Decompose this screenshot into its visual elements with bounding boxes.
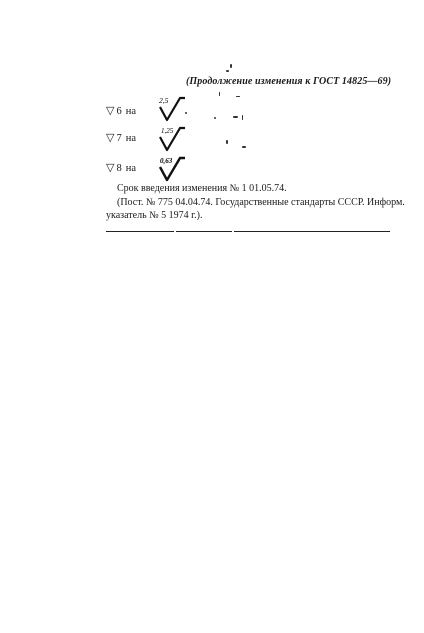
scan-speck [230,64,232,68]
roughness-value: 1,25 [161,127,174,135]
triangle-icon: ▽ [106,105,115,117]
roughness-row-7 [106,131,136,144]
roughness-row-8 [106,161,136,174]
row-number: 6 [116,106,122,117]
roughness-mark-1 [156,94,186,122]
roughness-value: 2,5 [159,96,169,105]
separator-rule [106,231,390,232]
scan-speck [226,140,228,144]
triangle-icon: ▽ [106,162,115,174]
roughness-value: 0,63 [160,157,173,165]
decree-text-line-2: указатель № 5 1974 г.). [106,210,203,221]
roughness-row-6 [106,104,136,117]
scan-speck [214,117,216,119]
scan-speck [242,115,243,120]
roughness-mark-2 [157,124,187,152]
row-number: 7 [116,133,122,144]
roughness-mark-3 [157,154,187,182]
scan-speck [185,112,187,114]
rule-gap [174,231,176,232]
row-word: на [125,133,136,144]
row-word: на [125,163,136,174]
effective-date-text: Срок введения изменения № 1 01.05.74. [117,183,287,194]
scan-speck [233,116,238,118]
row-number: 8 [116,163,122,174]
rule-gap [232,231,234,232]
scan-speck [242,146,246,148]
scan-speck [226,70,229,72]
scan-speck [219,92,220,96]
continuation-heading: (Продолжение изменения к ГОСТ 14825—69) [186,76,392,87]
scan-speck [236,96,240,97]
triangle-icon: ▽ [106,132,115,144]
decree-text-line-1: (Пост. № 775 04.04.74. Государственные стандарты СССР. Информ. [117,197,405,208]
row-word: на [125,106,136,117]
